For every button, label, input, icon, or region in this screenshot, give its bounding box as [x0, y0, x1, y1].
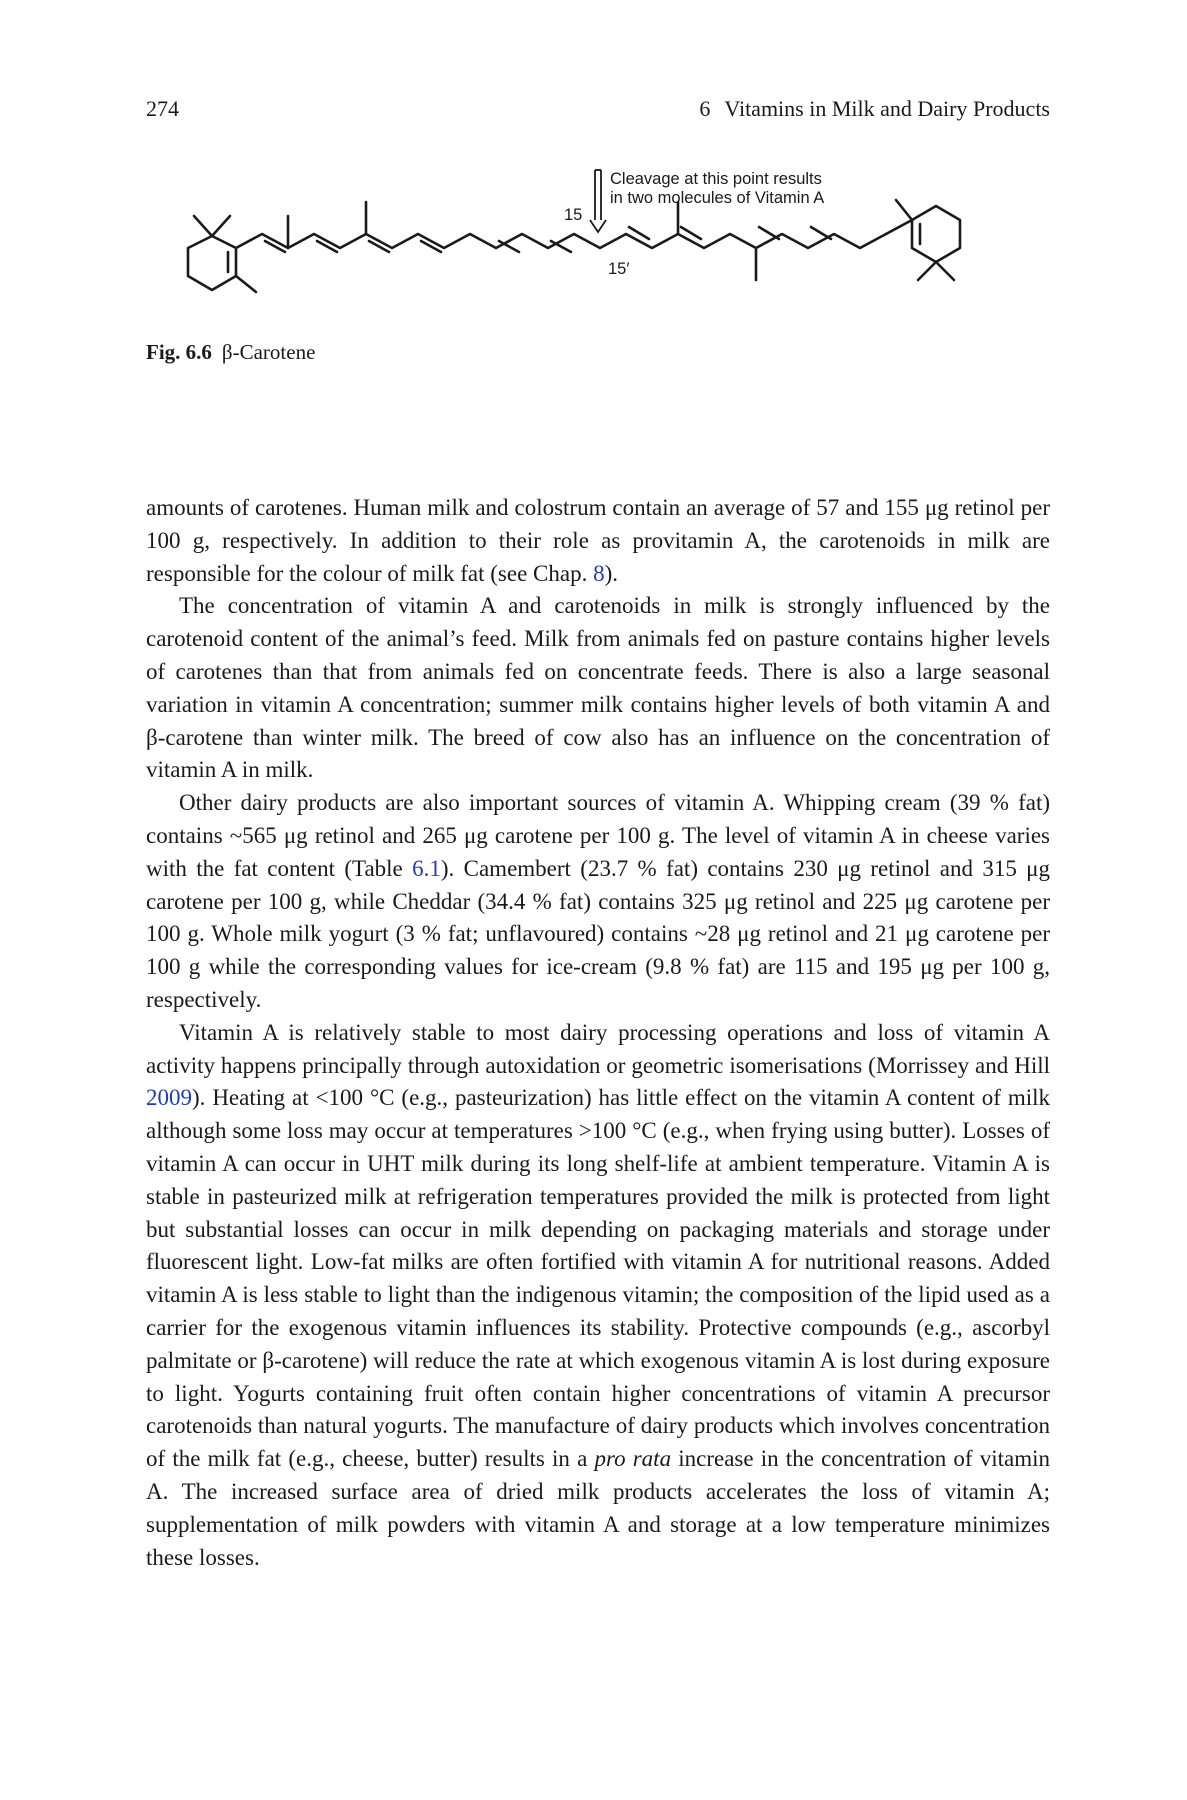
paragraph-3-text-end: ). Camembert (23.7 % fat) contains 230 μg retinol and 315 μg carotene per 100 g, while Cheddar (34.4 % fat) contains 325 μg retinol and 225 μg carotene per 100 g. Whole milk yogurt (3 % fat; unflavoured) contains ~28 μg retinol and 21 μg carotene per 100 g while the corresponding values for ice-cream (9.8 % fat) are 115 and 195 μg per 100 g, respectively.: [146, 855, 1050, 1012]
paragraph-4-text: Vitamin A is relatively stable to most dairy processing operations and loss of vitamin A activity happens principally through autoxidation or geometric isomerisations (Morrissey and Hill: [146, 1019, 1050, 1078]
left-gem-methyl-b: [212, 216, 230, 236]
cleavage-arrow: [590, 170, 606, 232]
paragraph-1: [146, 492, 1050, 590]
paragraph-4-text-mid: ). Heating at <100 °C (e.g., pasteurization) has little effect on the vitamin A content of milk although some loss may occur at temperatures >100 °C (e.g., when frying using butter). Losses of vitamin A can occur in UHT milk during its long shelf-life at ambient temperature. Vitamin A is stable in pasteurized milk at refrigeration temperatures provided the milk is protected from light but substantial losses can occur in milk depending on packaging materials and storage under fluorescent light. Low-fat milks are often fortified with vitamin A for nutritional reasons. Added vitamin A is less stable to light than the indigenous vitamin; the composition of the lipid used as a carrier for the exogenous vitamin influences its stability. Protective compounds (e.g., ascorbyl palmitate or β-carotene) will reduce the rate at which exogenous vitamin A is lost during exposure to light. Yogurts containing fruit often contain higher concentrations of vitamin A precursor carotenoids than natural yogurts. The manufacture of dairy products which involves concentration of the milk fat (e.g., cheese, butter) results in a: [146, 1085, 1050, 1472]
cleavage-annotation-line2: in two molecules of Vitamin A: [610, 189, 825, 207]
atom-label-15-prime: 15′: [608, 260, 630, 278]
paragraph-4: [146, 1017, 1050, 1575]
figure-title: β-Carotene: [221, 340, 316, 364]
right-ring-link: [886, 220, 912, 234]
paragraph-3: [146, 787, 1050, 1017]
body-text: [146, 492, 1050, 1574]
double-bond-5: [499, 241, 519, 252]
atom-label-15: 15: [564, 206, 583, 224]
figure-caption: [146, 340, 315, 365]
double-bond-3: [369, 241, 389, 252]
double-bond-1: [265, 241, 285, 252]
cleavage-annotation-line1: Cleavage at this point results: [610, 170, 822, 188]
paragraph-1-text: amounts of carotenes. Human milk and colostrum contain an average of 57 and 155 μg retinol per 100 g, respectively. In addition to their role as provitamin A, the carotenoids in milk are responsible for the colour of milk fat (see Chap.: [146, 495, 1050, 586]
double-bond-10: [811, 227, 831, 239]
chapter-title: Vitamins in Milk and Dairy Products: [724, 96, 1050, 121]
paragraph-3-text: Other dairy products are also important sources of vitamin A. Whipping cream (39 % fat) contains ~565 μg retinol and 265 μg carotene per 100 g. The level of vitamin A in cheese varies with the fat content (Table: [146, 790, 1050, 881]
page-number: 274: [146, 96, 179, 121]
figure-label: Fig. 6.6: [146, 340, 212, 364]
chapter-number: 6: [699, 96, 711, 121]
pro-rata-italic: pro rata: [594, 1446, 672, 1472]
paragraph-4-text-end: increase in the concentration of vitamin A. The increased surface area of dried milk products accelerates the loss of vitamin A; supplementation of milk powders with vitamin A and storage at a low temperature minimizes these losses.: [146, 1446, 1050, 1570]
reference-2009-link[interactable]: 2009: [146, 1085, 192, 1111]
beta-carotene-diagram: [140, 160, 1060, 320]
right-ring-methyl: [896, 200, 912, 220]
running-head: [699, 96, 1050, 122]
table-6-1-link[interactable]: 6.1: [412, 855, 441, 881]
chapter-8-link[interactable]: 8: [593, 560, 605, 586]
left-gem-methyl-a: [194, 216, 212, 236]
right-gem-methyl-b: [936, 262, 954, 280]
paragraph-1-text-end: ).: [604, 560, 619, 586]
double-bond-4: [421, 241, 441, 252]
paragraph-2: The concentration of vitamin A and carotenoids in milk is strongly influenced by the carotenoid content of the animal’s feed. Milk from animals fed on pasture contains higher levels of carotenes than that from animals fed on concentrate feeds. There is also a large seasonal variation in vitamin A concentration; summer milk contains higher levels of both vitamin A and β-carotene than winter milk. The breed of cow also has an influence on the concentration of vitamin A in milk.: [146, 593, 1050, 783]
left-ring-methyl: [236, 276, 256, 292]
double-bond-6-central: [551, 241, 571, 252]
double-bond-9: [759, 227, 779, 239]
beta-carotene-structure: [140, 160, 1060, 320]
double-bond-2: [317, 241, 337, 252]
right-gem-methyl-a: [918, 262, 936, 280]
